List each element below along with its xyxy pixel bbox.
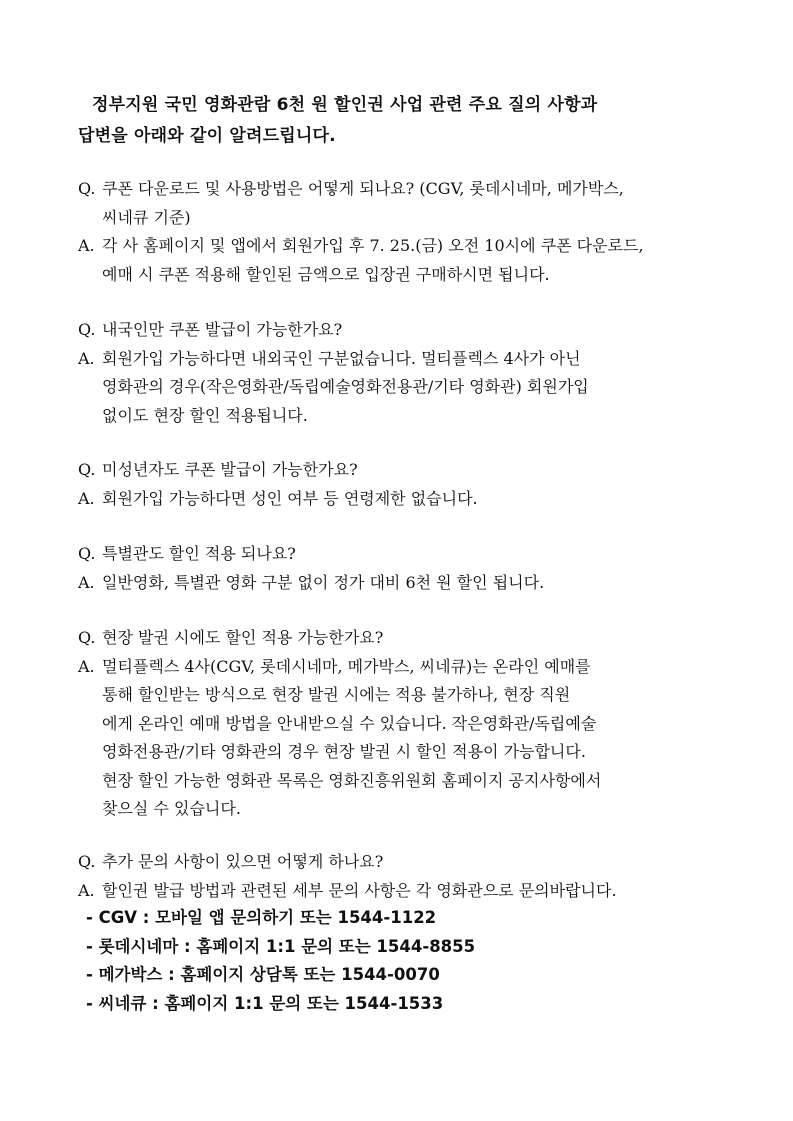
answer-prefix: A. xyxy=(78,880,95,900)
question-line: 특별관도 할인 적용 되나요? xyxy=(102,544,296,563)
answer xyxy=(78,569,728,598)
qa-item xyxy=(78,848,728,905)
qa-item xyxy=(78,540,728,597)
answer-line: 없이도 현장 할인 적용됩니다. xyxy=(102,405,308,425)
answer xyxy=(78,653,728,824)
question-prefix: Q. xyxy=(78,628,96,647)
intro-heading xyxy=(78,90,728,152)
qa-item xyxy=(78,316,728,430)
answer-prefix: A. xyxy=(78,656,95,676)
answer-line: 현장 할인 가능한 영화관 목록은 영화진흥위원회 홈페이지 공지사항에서 xyxy=(102,770,602,790)
answer-line: 찾으실 수 있습니다. xyxy=(102,799,241,818)
contact-item-megabox: - 메가박스 : 홈페이지 상담톡 또는 1544-0070 xyxy=(86,965,440,984)
qa-item xyxy=(78,624,728,824)
intro-line: 정부지원 국민 영화관람 6천 원 할인권 사업 관련 주요 질의 사항과 xyxy=(92,95,598,115)
question-prefix: Q. xyxy=(78,320,96,339)
question-line: 현장 발권 시에도 할인 적용 가능한가요? xyxy=(102,628,384,647)
question xyxy=(78,456,728,485)
qa-item xyxy=(78,456,728,513)
answer-line: 통해 할인받는 방식으로 현장 발권 시에는 적용 불가하나, 현장 직원 xyxy=(102,685,571,704)
intro-line: 답변을 아래와 같이 알려드립니다. xyxy=(78,126,336,146)
answer-line: 회원가입 가능하다면 내외국인 구분없습니다. 멀티플렉스 4사가 아닌 xyxy=(102,348,581,368)
question-line: 쿠폰 다운로드 및 사용방법은 어떻게 되나요? (CGV, 롯데시네마, 메가박스, xyxy=(102,179,624,198)
answer-line: 할인권 발급 방법과 관련된 세부 문의 사항은 각 영화관으로 문의바랍니다. xyxy=(102,880,617,900)
question-prefix: Q. xyxy=(78,179,96,198)
question xyxy=(78,540,728,569)
answer-prefix: A. xyxy=(78,236,95,255)
answer-line: 예매 시 쿠폰 적용해 할인된 금액으로 입장권 구매하시면 됩니다. xyxy=(102,264,550,284)
answer-prefix: A. xyxy=(78,348,95,368)
answer xyxy=(78,877,728,906)
answer-line: 영화관의 경우(작은영화관/독립예술영화전용관/기타 영화관) 회원가입 xyxy=(102,377,589,396)
answer xyxy=(78,232,728,289)
question-prefix: Q. xyxy=(78,852,96,871)
answer-line: 회원가입 가능하다면 성인 여부 등 연령제한 없습니다. xyxy=(102,488,478,508)
answer-line: 일반영화, 특별관 영화 구분 없이 정가 대비 6천 원 할인 됩니다. xyxy=(102,572,545,592)
question-line: 미성년자도 쿠폰 발급이 가능한가요? xyxy=(102,460,358,479)
question xyxy=(78,848,728,877)
answer-line: 에게 온라인 예매 방법을 안내받으실 수 있습니다. 작은영화관/독립예술 xyxy=(102,713,597,733)
question-line: 내국인만 쿠폰 발급이 가능한가요? xyxy=(102,320,343,339)
question-prefix: Q. xyxy=(78,460,96,479)
contact-item-cineq: - 씨네큐 : 홈페이지 1:1 문의 또는 1544-1533 xyxy=(86,993,444,1013)
contact-list xyxy=(86,904,726,1018)
question-line: 씨네큐 기준) xyxy=(102,207,191,227)
answer-prefix: A. xyxy=(78,572,95,592)
qa-item xyxy=(78,175,728,289)
answer xyxy=(78,345,728,431)
question xyxy=(78,624,728,653)
answer-prefix: A. xyxy=(78,488,95,508)
answer-line: 영화전용관/기타 영화관의 경우 현장 발권 시 할인 적용이 가능합니다. xyxy=(102,742,586,761)
question-prefix: Q. xyxy=(78,544,96,563)
question xyxy=(78,175,728,232)
answer-line: 멀티플렉스 4사(CGV, 롯데시네마, 메가박스, 씨네큐)는 온라인 예매를 xyxy=(102,656,591,676)
answer-line: 각 사 홈페이지 및 앱에서 회원가입 후 7. 25.(금) 오전 10시에 쿠폰 다운로드, xyxy=(102,236,644,255)
question-line: 추가 문의 사항이 있으면 어떻게 하나요? xyxy=(102,852,384,871)
contact-item-lotte-cinema: - 롯데시네마 : 홈페이지 1:1 문의 또는 1544-8855 xyxy=(86,936,476,956)
contact-item-cgv: - CGV : 모바일 앱 문의하기 또는 1544-1122 xyxy=(86,908,437,927)
question xyxy=(78,316,728,345)
answer xyxy=(78,485,728,514)
